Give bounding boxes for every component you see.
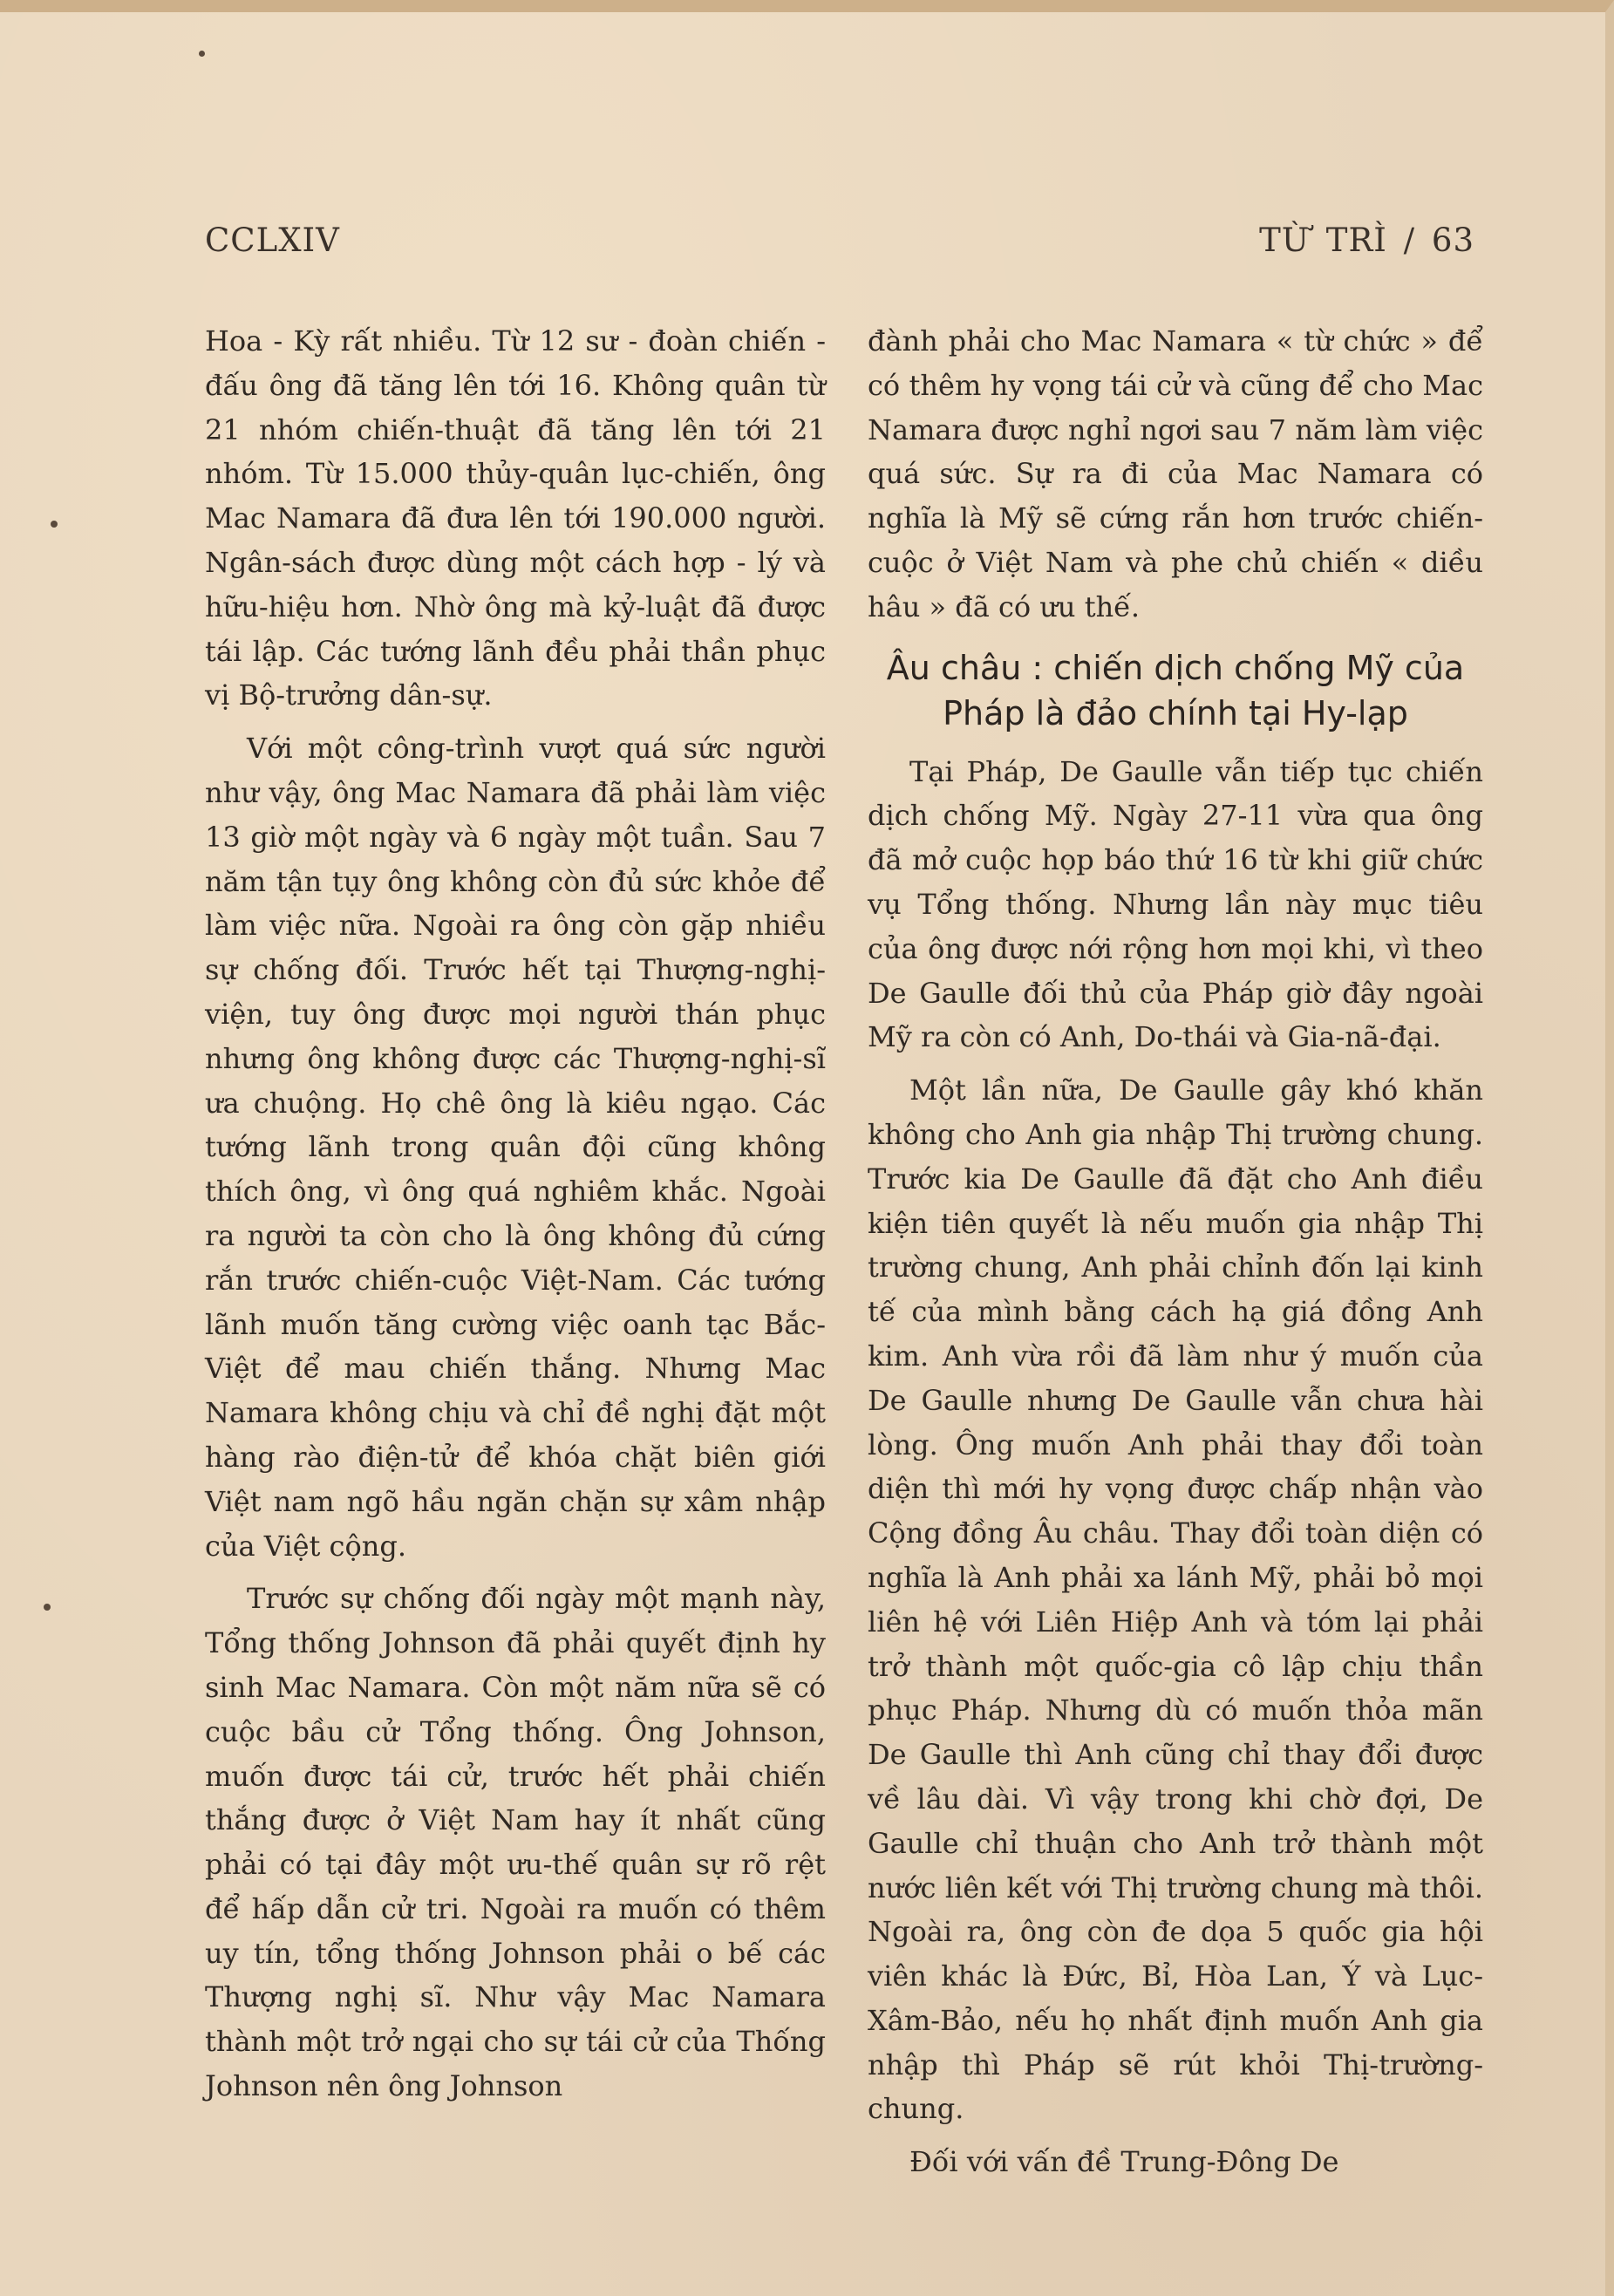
running-title-page-number: TỪ TRÌ / 63 xyxy=(1259,221,1474,259)
section-heading: Âu châu : chiến dịch chống Mỹ của Pháp là đảo chính tại Hy-lạp xyxy=(886,648,1465,732)
paragraph: Tại Pháp, De Gaulle vẫn tiếp tục chiến dịch chống Mỹ. Ngày 27-11 vừa qua ông đã mở cuộc họp báo thứ 16 từ khi giữ chức vụ Tổng thống. Nhưng lần này mục tiêu của ông được nới rộng hơn mọi khi, vì theo De Gaulle đối thủ của Pháp giờ đây ngoài Mỹ ra còn có Anh, Do-thái và Gia-nã-đại. xyxy=(868,754,1483,1054)
paragraph: Với một công-trình vượt quá sức người như vậy, ông Mac Namara đã phải làm việc 13 giờ một ngày và 6 ngày một tuần. Sau 7 năm tận tụy ông không còn đủ sức khỏe để làm việc nữa. Ngoài ra ông còn gặp nhiều sự chống đối. Trước hết tại Thượng-nghị-viện, tuy ông được mọi người thán phục nhưng ông không được các Thượng-nghị-sĩ ưa chuộng. Họ chê ông là kiêu ngạo. Các tướng lãnh trong quân đội cũng không thích ông, vì ông quá nghiêm khắc. Ngoài ra người ta còn cho là ông không đủ cứng rắn trước chiến-cuộc Việt-Nam. Các tướng lãnh muốn tăng cường việc oanh tạc Bắc-Việt để mau chiến thắng. Nhưng Mac Namara không chịu và chỉ đề nghị đặt một hàng rào điện-tử để khóa chặt biên giới Việt nam ngõ hầu ngăn chặn sự xâm nhập của Việt cộng. xyxy=(205,732,826,1563)
paragraph: Hoa - Kỳ rất nhiều. Từ 12 sư - đoàn chiến - đấu ông đã tăng lên tới 16. Không quân từ 21 nhóm chiến-thuật đã tăng lên tới 21 nhóm. Từ 15.000 thủy-quân lục-chiến, ông Mac Namara đã đưa lên tới 190.000 người. Ngân-sách được dùng một cách hợp - lý và hữu-hiệu hơn. Nhờ ông mà kỷ-luật đã được tái lập. Các tướng lãnh đều phải thần phục vị Bộ-trưởng dân-sự. xyxy=(205,324,826,712)
paragraph: Đối với vấn đề Trung-Đông De xyxy=(909,2145,1339,2179)
ink-speck xyxy=(51,521,58,528)
left-column xyxy=(205,319,826,2109)
paragraph: Một lần nữa, De Gaulle gây khó khăn không cho Anh gia nhập Thị trường chung. Trước kia De Gaulle đã đặt cho Anh điều kiện tiên quyết là nếu muốn gia nhập Thị trường chung, Anh phải chỉnh đốn lại kinh tế của mình bằng cách hạ giá đồng Anh kim. Anh vừa rồi đã làm như ý muốn của De Gaulle nhưng De Gaulle vẫn chưa hài lòng. Ông muốn Anh phải thay đổi toàn diện thì mới hy vọng được chấp nhận vào Cộng đồng Âu châu. Thay đổi toàn diện có nghĩa là Anh phải xa lánh Mỹ, phải bỏ mọi liên hệ với Liên Hiệp Anh và tóm lại phải trở thành một quốc-gia cô lập chịu thần phục Pháp. Nhưng dù có muốn thỏa mãn De Gaulle thì Anh cũng chỉ thay đổi được về lâu dài. Vì vậy trong khi chờ đợi, De Gaulle chỉ thuận cho Anh trở thành một nước liên kết với Thị trường chung mà thôi. Ngoài ra, ông còn đe dọa 5 quốc gia hội viên khác là Đức, Bỉ, Hòa Lan, Ý và Lục-Xâm-Bảo, nếu họ nhất định muốn Anh gia nhập thì Pháp sẽ rút khỏi Thị-trường-chung. xyxy=(868,1073,1483,2126)
right-column xyxy=(868,319,1483,2184)
paragraph: đành phải cho Mac Namara « từ chức » để có thêm hy vọng tái cử và cũng để cho Mac Namara được nghỉ ngơi sau 7 năm làm việc quá sức. Sự ra đi của Mac Namara có nghĩa là Mỹ sẽ cứng rắn hơn trước chiến-cuộc ở Việt Nam và phe chủ chiến « diều hâu » đã có ưu thế. xyxy=(868,324,1483,623)
paragraph: Trước sự chống đối ngày một mạnh này, Tổng thống Johnson đã phải quyết định hy sinh Mac Namara. Còn một năm nữa sẽ có cuộc bầu cử Tổng thống. Ông Johnson, muốn được tái cử, trước hết phải chiến thắng được ở Việt Nam hay ít nhất cũng phải có tại đây một ưu-thế quân sự rõ rệt để hấp dẫn cử tri. Ngoài ra muốn có thêm uy tín, tổng thống Johnson phải o bế các Thượng nghị sĩ. Như vậy Mac Namara thành một trở ngại cho sự tái cử của Thống Johnson nên ông Johnson xyxy=(205,1582,826,2103)
chapter-numeral: CCLXIV xyxy=(205,221,340,259)
page-header xyxy=(205,221,1474,265)
ink-speck xyxy=(199,51,205,57)
ink-speck xyxy=(44,1604,51,1611)
